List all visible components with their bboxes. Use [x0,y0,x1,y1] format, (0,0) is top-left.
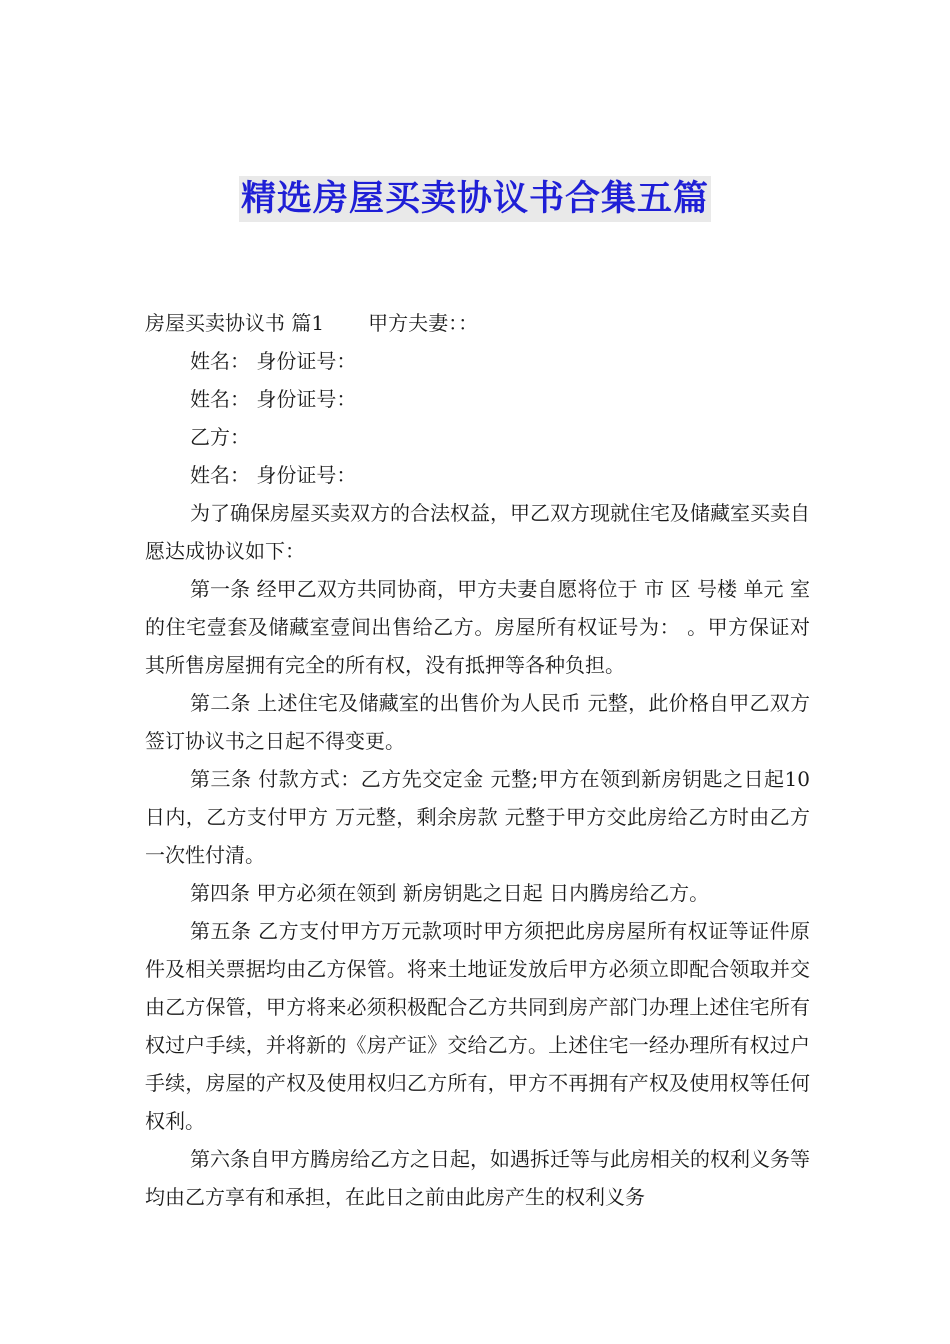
paragraph-article-5: 第五条 乙方支付甲方万元款项时甲方须把此房房屋所有权证等证件原件及相关票据均由乙方保管。将来土地证发放后甲方必须立即配合领取并交由乙方保管，甲方将来必须积极配合乙方共同到房产部门办理上述住宅所有权过户手续，并将新的《房产证》交给乙方。上述住宅一经办理所有权过户手续，房屋的产权及使用权归乙方所有，甲方不再拥有产权及使用权等任何权利。 [145,919,810,1133]
party-a-label: 甲方夫妻：： [368,311,479,335]
title-container [0,176,950,222]
document-title: 精选房屋买卖协议书合集五篇 [239,176,711,222]
party-b-label: 乙方： [190,425,250,449]
paragraph-article-4: 第四条 甲方必须在领到 新房钥匙之日起 日内腾房给乙方。 [190,881,710,905]
document-body [145,304,810,1216]
section-heading: 房屋买卖协议书 篇1 [145,311,325,335]
heading-line [145,304,810,342]
name-id-line-2: 姓名： 身份证号： [190,387,357,411]
paragraph-article-1: 第一条 经甲乙双方共同协商，甲方夫妻自愿将位于 市 区 号楼 单元 室的住宅壹套及储藏室壹间出售给乙方。房屋所有权证号为： 。甲方保证对其所售房屋拥有完全的所有权，没有抵押等各种负担。 [145,577,810,677]
paragraph-intro: 为了确保房屋买卖双方的合法权益，甲乙双方现就住宅及储藏室买卖自愿达成协议如下： [145,501,810,563]
paragraph-article-3: 第三条 付款方式：乙方先交定金 元整;甲方在领到新房钥匙之日起10日内，乙方支付甲方 万元整，剩余房款 元整于甲方交此房给乙方时由乙方一次性付清。 [145,767,810,867]
paragraph-article-6: 第六条自甲方腾房给乙方之日起，如遇拆迁等与此房相关的权利义务等均由乙方享有和承担，在此日之前由此房产生的权利义务 [145,1147,810,1209]
paragraph-article-2: 第二条 上述住宅及储藏室的出售价为人民币 元整，此价格自甲乙双方签订协议书之日起不得变更。 [145,691,810,753]
name-id-line-3: 姓名： 身份证号： [190,463,357,487]
name-id-line-1: 姓名： 身份证号： [190,349,357,373]
